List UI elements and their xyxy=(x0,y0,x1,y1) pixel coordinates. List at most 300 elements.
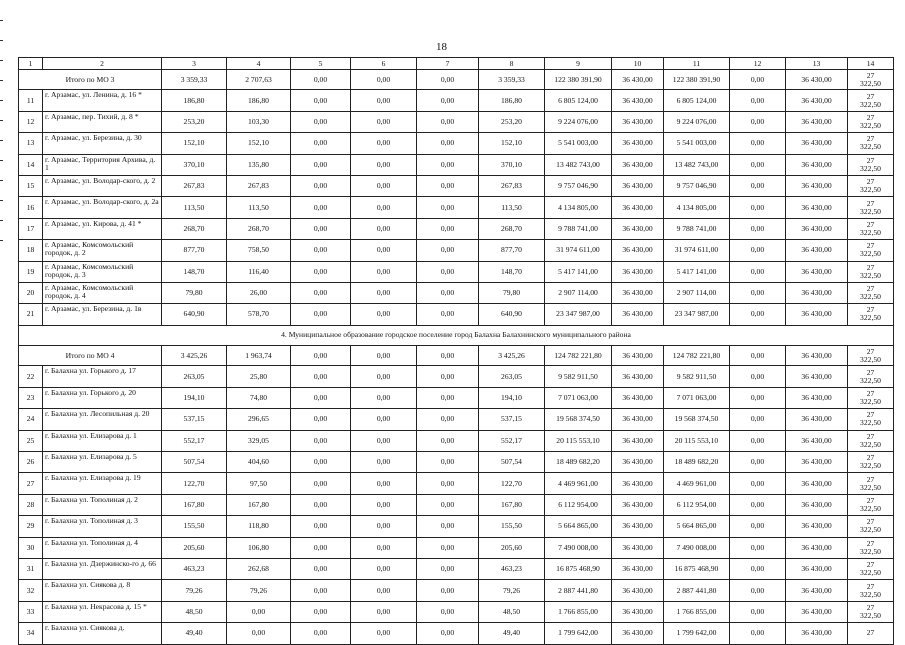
value-cell-c14 xyxy=(848,70,894,90)
value-cell-c9: 7 071 063,00 xyxy=(545,387,612,408)
value-cell-c3: 263,05 xyxy=(162,366,227,387)
value-cell-c3: 877,70 xyxy=(162,240,227,261)
table-row xyxy=(19,558,894,579)
value-cell-c5: 0,00 xyxy=(291,623,351,644)
address-cell: г. Балахна ул. Горького д. 20 xyxy=(43,387,162,408)
value-cell-c10: 36 430,00 xyxy=(612,240,664,261)
table-row xyxy=(19,218,894,239)
value-cell-c8: 79,80 xyxy=(479,282,545,303)
address-cell: г. Балахна ул. Тополиная д. 3 xyxy=(43,516,162,537)
value-c14-part2: 322,50 xyxy=(860,482,881,492)
address-cell: г. Балахна ул. Елизарова д. 1 xyxy=(43,430,162,451)
value-cell-c3: 205,60 xyxy=(162,537,227,558)
value-cell-c10: 36 430,00 xyxy=(612,558,664,579)
column-number-row xyxy=(19,58,894,70)
column-number: 11 xyxy=(664,58,730,70)
value-c14-part1: 27 xyxy=(866,262,875,272)
value-c14-part1: 27 xyxy=(866,134,875,144)
value-c14-part1: 27 xyxy=(866,453,875,463)
value-cell-c9: 7 490 008,00 xyxy=(545,537,612,558)
value-cell-c6: 0,00 xyxy=(351,623,417,644)
value-c14-part2: 322,50 xyxy=(860,78,881,88)
table-row xyxy=(19,623,894,644)
value-cell-c13: 36 430,00 xyxy=(786,430,848,451)
value-c14-part1: 27 xyxy=(866,91,875,101)
value-cell-c7: 0,00 xyxy=(417,261,479,282)
column-number: 6 xyxy=(351,58,417,70)
row-number: 16 xyxy=(19,197,43,218)
table-row xyxy=(19,473,894,494)
table-row xyxy=(19,240,894,261)
value-cell-c6: 0,00 xyxy=(351,261,417,282)
value-cell-c5: 0,00 xyxy=(291,430,351,451)
row-number: 33 xyxy=(19,601,43,622)
column-number: 5 xyxy=(291,58,351,70)
row-number: 17 xyxy=(19,218,43,239)
value-cell-c12: 0,00 xyxy=(730,261,786,282)
value-c14-part2: 322,50 xyxy=(860,206,881,216)
value-cell-c6: 0,00 xyxy=(351,90,417,111)
value-cell-c8: 463,23 xyxy=(479,558,545,579)
value-c14-part1: 27 xyxy=(866,581,875,591)
value-cell-c7: 0,00 xyxy=(417,240,479,261)
value-cell-c11: 1 799 642,00 xyxy=(664,623,730,644)
value-cell-c7: 0,00 xyxy=(417,304,479,325)
value-cell-c12: 0,00 xyxy=(730,494,786,515)
value-cell-c14 xyxy=(848,601,894,622)
value-c14-part2: 322,50 xyxy=(860,354,881,364)
table-row xyxy=(19,111,894,132)
value-cell-c12: 0,00 xyxy=(730,133,786,154)
value-cell-c14 xyxy=(848,304,894,325)
column-number: 1 xyxy=(19,58,43,70)
value-cell-c11: 2 907 114,00 xyxy=(664,282,730,303)
value-cell-c14 xyxy=(848,111,894,132)
value-cell-c6: 0,00 xyxy=(351,154,417,175)
value-cell-c7: 0,00 xyxy=(417,387,479,408)
value-c14-part2: 322,50 xyxy=(860,99,881,109)
row-number: 18 xyxy=(19,240,43,261)
value-cell-c7: 0,00 xyxy=(417,494,479,515)
value-cell-c6: 0,00 xyxy=(351,218,417,239)
value-cell-c8: 205,60 xyxy=(479,537,545,558)
value-cell-c13: 36 430,00 xyxy=(786,261,848,282)
value-cell-c7: 0,00 xyxy=(417,623,479,644)
address-cell: г. Арзамас, Комсомольский городок, д. 3 xyxy=(43,261,162,282)
value-cell-c13: 36 430,00 xyxy=(786,452,848,473)
value-cell-c14 xyxy=(848,430,894,451)
value-cell-c8: 148,70 xyxy=(479,261,545,282)
value-cell-c3: 3 359,33 xyxy=(162,70,227,90)
value-c14-part1: 27 xyxy=(866,628,875,638)
row-number: 31 xyxy=(19,558,43,579)
value-cell-c11: 6 805 124,00 xyxy=(664,90,730,111)
address-cell: г. Балахна ул. Сиякова д. xyxy=(43,623,162,644)
value-cell-c9: 19 568 374,50 xyxy=(545,409,612,430)
value-cell-c14 xyxy=(848,261,894,282)
value-cell-c14 xyxy=(848,175,894,196)
value-cell-c7: 0,00 xyxy=(417,473,479,494)
value-cell-c4: 79,26 xyxy=(227,580,291,601)
address-cell: г. Арзамас, Комсомольский городок, д. 4 xyxy=(43,282,162,303)
total-row xyxy=(19,346,894,366)
value-c14-part2: 322,50 xyxy=(860,525,881,535)
page-number: 18 xyxy=(436,41,447,53)
value-c14-part1: 27 xyxy=(866,538,875,548)
value-c14-part1: 27 xyxy=(866,155,875,165)
value-cell-c3: 186,80 xyxy=(162,90,227,111)
value-cell-c4: 0,00 xyxy=(227,623,291,644)
value-cell-c6: 0,00 xyxy=(351,537,417,558)
value-cell-c4: 113,50 xyxy=(227,197,291,218)
value-cell-c6: 0,00 xyxy=(351,409,417,430)
value-cell-c10: 36 430,00 xyxy=(612,430,664,451)
value-cell-c14 xyxy=(848,494,894,515)
value-cell-c8: 152,10 xyxy=(479,133,545,154)
value-c14-part1: 27 xyxy=(866,284,875,294)
value-cell-c13: 36 430,00 xyxy=(786,154,848,175)
value-c14-part2: 322,50 xyxy=(860,461,881,471)
value-cell-c5: 0,00 xyxy=(291,282,351,303)
value-c14-part2: 322,50 xyxy=(860,418,881,428)
value-cell-c11: 7 490 008,00 xyxy=(664,537,730,558)
table-row xyxy=(19,537,894,558)
value-cell-c13: 36 430,00 xyxy=(786,111,848,132)
value-cell-c11: 5 664 865,00 xyxy=(664,516,730,537)
value-cell-c3: 122,70 xyxy=(162,473,227,494)
table-row xyxy=(19,90,894,111)
value-cell-c7: 0,00 xyxy=(417,601,479,622)
value-cell-c5: 0,00 xyxy=(291,111,351,132)
value-cell-c5: 0,00 xyxy=(291,218,351,239)
value-cell-c11: 4 469 961,00 xyxy=(664,473,730,494)
value-cell-c14 xyxy=(848,387,894,408)
binding-margin-marks xyxy=(0,0,3,640)
value-c14-part1: 27 xyxy=(866,517,875,527)
value-cell-c14 xyxy=(848,366,894,387)
value-cell-c5: 0,00 xyxy=(291,90,351,111)
row-number: 23 xyxy=(19,387,43,408)
value-cell-c10: 36 430,00 xyxy=(612,197,664,218)
value-cell-c5: 0,00 xyxy=(291,366,351,387)
value-cell-c14 xyxy=(848,240,894,261)
value-cell-c3: 152,10 xyxy=(162,133,227,154)
value-cell-c8: 122,70 xyxy=(479,473,545,494)
value-cell-c3: 148,70 xyxy=(162,261,227,282)
value-cell-c4: 267,83 xyxy=(227,175,291,196)
value-cell-c6: 0,00 xyxy=(351,452,417,473)
table-row xyxy=(19,366,894,387)
value-cell-c6: 0,00 xyxy=(351,282,417,303)
section-row xyxy=(19,325,894,345)
address-cell: г. Балахна ул. Лесопильная д. 20 xyxy=(43,409,162,430)
value-cell-c9: 5 541 003,00 xyxy=(545,133,612,154)
value-cell-c5: 0,00 xyxy=(291,537,351,558)
value-cell-c10: 36 430,00 xyxy=(612,387,664,408)
value-cell-c10: 36 430,00 xyxy=(612,304,664,325)
column-number: 13 xyxy=(786,58,848,70)
value-cell-c6: 0,00 xyxy=(351,346,417,366)
value-cell-c13: 36 430,00 xyxy=(786,473,848,494)
value-cell-c5: 0,00 xyxy=(291,601,351,622)
value-cell-c5: 0,00 xyxy=(291,580,351,601)
value-cell-c3: 267,83 xyxy=(162,175,227,196)
column-number: 4 xyxy=(227,58,291,70)
value-cell-c10: 36 430,00 xyxy=(612,346,664,366)
table-row xyxy=(19,133,894,154)
value-cell-c13: 36 430,00 xyxy=(786,240,848,261)
value-c14-part2: 322,50 xyxy=(860,270,881,280)
value-cell-c6: 0,00 xyxy=(351,70,417,90)
value-cell-c4: 0,00 xyxy=(227,601,291,622)
table-row xyxy=(19,494,894,515)
value-cell-c4: 103,30 xyxy=(227,111,291,132)
value-cell-c14 xyxy=(848,558,894,579)
value-cell-c3: 194,10 xyxy=(162,387,227,408)
table-row xyxy=(19,409,894,430)
value-cell-c5: 0,00 xyxy=(291,261,351,282)
value-c14-part1: 27 xyxy=(866,219,875,229)
address-cell: г. Балахна ул. Сиякова д. 8 xyxy=(43,580,162,601)
value-cell-c9: 4 134 805,00 xyxy=(545,197,612,218)
value-cell-c13: 36 430,00 xyxy=(786,516,848,537)
value-cell-c10: 36 430,00 xyxy=(612,133,664,154)
table-row xyxy=(19,261,894,282)
value-cell-c10: 36 430,00 xyxy=(612,623,664,644)
value-cell-c9: 16 875 468,90 xyxy=(545,558,612,579)
row-number: 29 xyxy=(19,516,43,537)
value-c14-part2: 322,50 xyxy=(860,185,881,195)
value-cell-c6: 0,00 xyxy=(351,473,417,494)
row-number: 24 xyxy=(19,409,43,430)
value-cell-c9: 20 115 553,10 xyxy=(545,430,612,451)
value-cell-c7: 0,00 xyxy=(417,346,479,366)
value-c14-part2: 322,50 xyxy=(860,397,881,407)
value-c14-part2: 322,50 xyxy=(860,163,881,173)
value-cell-c11: 18 489 682,20 xyxy=(664,452,730,473)
value-cell-c8: 268,70 xyxy=(479,218,545,239)
value-cell-c5: 0,00 xyxy=(291,516,351,537)
value-cell-c13: 36 430,00 xyxy=(786,409,848,430)
value-cell-c9: 13 482 743,00 xyxy=(545,154,612,175)
table-row xyxy=(19,516,894,537)
column-number: 9 xyxy=(545,58,612,70)
value-cell-c9: 6 112 954,00 xyxy=(545,494,612,515)
value-cell-c10: 36 430,00 xyxy=(612,282,664,303)
value-c14-part2: 322,50 xyxy=(860,439,881,449)
value-cell-c10: 36 430,00 xyxy=(612,261,664,282)
value-cell-c10: 36 430,00 xyxy=(612,154,664,175)
value-cell-c12: 0,00 xyxy=(730,430,786,451)
address-cell: г. Арзамас, ул. Березина, д. 1в xyxy=(43,304,162,325)
value-cell-c5: 0,00 xyxy=(291,473,351,494)
value-cell-c11: 23 347 987,00 xyxy=(664,304,730,325)
value-cell-c4: 1 963,74 xyxy=(227,346,291,366)
column-number: 12 xyxy=(730,58,786,70)
value-cell-c12: 0,00 xyxy=(730,387,786,408)
value-cell-c5: 0,00 xyxy=(291,409,351,430)
row-number: 22 xyxy=(19,366,43,387)
value-cell-c7: 0,00 xyxy=(417,537,479,558)
value-cell-c8: 537,15 xyxy=(479,409,545,430)
value-c14-part2: 322,50 xyxy=(860,142,881,152)
value-c14-part1: 27 xyxy=(866,177,875,187)
value-cell-c9: 2 907 114,00 xyxy=(545,282,612,303)
value-c14-part2: 322,50 xyxy=(860,249,881,259)
value-cell-c11: 6 112 954,00 xyxy=(664,494,730,515)
value-cell-c10: 36 430,00 xyxy=(612,366,664,387)
value-cell-c12: 0,00 xyxy=(730,240,786,261)
value-cell-c3: 253,20 xyxy=(162,111,227,132)
value-cell-c8: 167,80 xyxy=(479,494,545,515)
value-cell-c7: 0,00 xyxy=(417,516,479,537)
row-number: 30 xyxy=(19,537,43,558)
row-number: 28 xyxy=(19,494,43,515)
value-cell-c14 xyxy=(848,218,894,239)
value-cell-c8: 155,50 xyxy=(479,516,545,537)
table-row xyxy=(19,452,894,473)
value-cell-c11: 2 887 441,80 xyxy=(664,580,730,601)
value-cell-c10: 36 430,00 xyxy=(612,175,664,196)
value-cell-c12: 0,00 xyxy=(730,70,786,90)
value-cell-c5: 0,00 xyxy=(291,452,351,473)
value-cell-c4: 186,80 xyxy=(227,90,291,111)
value-cell-c9: 4 469 961,00 xyxy=(545,473,612,494)
value-c14-part1: 27 xyxy=(866,367,875,377)
value-cell-c3: 552,17 xyxy=(162,430,227,451)
value-cell-c8: 640,90 xyxy=(479,304,545,325)
value-cell-c8: 253,20 xyxy=(479,111,545,132)
value-cell-c5: 0,00 xyxy=(291,197,351,218)
value-cell-c3: 48,50 xyxy=(162,601,227,622)
table-row xyxy=(19,601,894,622)
value-cell-c7: 0,00 xyxy=(417,90,479,111)
value-cell-c6: 0,00 xyxy=(351,240,417,261)
value-cell-c11: 9 224 076,00 xyxy=(664,111,730,132)
value-cell-c7: 0,00 xyxy=(417,452,479,473)
total-row xyxy=(19,70,894,90)
value-cell-c5: 0,00 xyxy=(291,175,351,196)
value-cell-c11: 5 541 003,00 xyxy=(664,133,730,154)
value-cell-c11: 7 071 063,00 xyxy=(664,387,730,408)
value-cell-c12: 0,00 xyxy=(730,601,786,622)
value-cell-c9: 9 757 046,90 xyxy=(545,175,612,196)
value-cell-c8: 48,50 xyxy=(479,601,545,622)
value-cell-c10: 36 430,00 xyxy=(612,537,664,558)
value-cell-c11: 19 568 374,50 xyxy=(664,409,730,430)
address-cell: г. Арзамас, ул. Володар-ского, д. 2 xyxy=(43,175,162,196)
value-cell-c3: 167,80 xyxy=(162,494,227,515)
value-cell-c7: 0,00 xyxy=(417,133,479,154)
value-cell-c11: 20 115 553,10 xyxy=(664,430,730,451)
value-cell-c13: 36 430,00 xyxy=(786,282,848,303)
value-c14-part2: 322,50 xyxy=(860,227,881,237)
row-number: 19 xyxy=(19,261,43,282)
value-cell-c4: 404,60 xyxy=(227,452,291,473)
address-cell: г. Балахна ул. Елизарова д. 19 xyxy=(43,473,162,494)
value-cell-c10: 36 430,00 xyxy=(612,473,664,494)
value-c14-part1: 27 xyxy=(866,474,875,484)
value-cell-c6: 0,00 xyxy=(351,387,417,408)
value-c14-part2: 322,50 xyxy=(860,120,881,130)
value-cell-c10: 36 430,00 xyxy=(612,516,664,537)
value-cell-c4: 152,10 xyxy=(227,133,291,154)
value-cell-c3: 463,23 xyxy=(162,558,227,579)
value-cell-c13: 36 430,00 xyxy=(786,537,848,558)
value-cell-c9: 6 805 124,00 xyxy=(545,90,612,111)
value-cell-c14 xyxy=(848,452,894,473)
column-number: 8 xyxy=(479,58,545,70)
value-c14-part2: 322,50 xyxy=(860,589,881,599)
row-number: 26 xyxy=(19,452,43,473)
value-cell-c11: 5 417 141,00 xyxy=(664,261,730,282)
column-number: 3 xyxy=(162,58,227,70)
value-cell-c12: 0,00 xyxy=(730,90,786,111)
value-cell-c12: 0,00 xyxy=(730,623,786,644)
value-cell-c12: 0,00 xyxy=(730,218,786,239)
row-number: 34 xyxy=(19,623,43,644)
value-cell-c6: 0,00 xyxy=(351,430,417,451)
value-cell-c4: 26,00 xyxy=(227,282,291,303)
value-c14-part1: 27 xyxy=(866,241,875,251)
table-row xyxy=(19,282,894,303)
value-c14-part2: 322,50 xyxy=(860,375,881,385)
table-row xyxy=(19,580,894,601)
value-cell-c9: 9 582 911,50 xyxy=(545,366,612,387)
value-cell-c6: 0,00 xyxy=(351,111,417,132)
value-cell-c3: 268,70 xyxy=(162,218,227,239)
value-cell-c4: 25,80 xyxy=(227,366,291,387)
value-cell-c10: 36 430,00 xyxy=(612,580,664,601)
value-cell-c4: 262,68 xyxy=(227,558,291,579)
value-cell-c5: 0,00 xyxy=(291,133,351,154)
value-cell-c7: 0,00 xyxy=(417,218,479,239)
value-cell-c13: 36 430,00 xyxy=(786,304,848,325)
value-cell-c8: 3 359,33 xyxy=(479,70,545,90)
value-cell-c4: 758,50 xyxy=(227,240,291,261)
value-cell-c10: 36 430,00 xyxy=(612,111,664,132)
address-cell: г. Балахна ул. Елизарова д. 5 xyxy=(43,452,162,473)
address-cell: г. Арзамас, Комсомольский городок, д. 2 xyxy=(43,240,162,261)
table-row xyxy=(19,304,894,325)
value-cell-c13: 36 430,00 xyxy=(786,133,848,154)
value-cell-c13: 36 430,00 xyxy=(786,494,848,515)
value-cell-c13: 36 430,00 xyxy=(786,387,848,408)
value-cell-c5: 0,00 xyxy=(291,304,351,325)
row-number: 13 xyxy=(19,133,43,154)
value-cell-c14 xyxy=(848,516,894,537)
value-c14-part1: 27 xyxy=(866,410,875,420)
value-cell-c10: 36 430,00 xyxy=(612,601,664,622)
value-c14-part1: 27 xyxy=(866,560,875,570)
value-c14-part1: 27 xyxy=(866,70,875,80)
value-c14-part2: 322,50 xyxy=(860,610,881,620)
value-cell-c8: 79,26 xyxy=(479,580,545,601)
row-number: 25 xyxy=(19,430,43,451)
value-cell-c9: 124 782 221,80 xyxy=(545,346,612,366)
value-cell-c7: 0,00 xyxy=(417,366,479,387)
value-cell-c7: 0,00 xyxy=(417,70,479,90)
total-label: Итого по МО 4 xyxy=(19,346,162,366)
value-cell-c4: 2 707,63 xyxy=(227,70,291,90)
value-c14-part2: 322,50 xyxy=(860,568,881,578)
row-number: 11 xyxy=(19,90,43,111)
value-cell-c6: 0,00 xyxy=(351,304,417,325)
value-cell-c7: 0,00 xyxy=(417,282,479,303)
value-cell-c12: 0,00 xyxy=(730,558,786,579)
value-cell-c11: 16 875 468,90 xyxy=(664,558,730,579)
value-c14-part2: 322,50 xyxy=(860,292,881,302)
